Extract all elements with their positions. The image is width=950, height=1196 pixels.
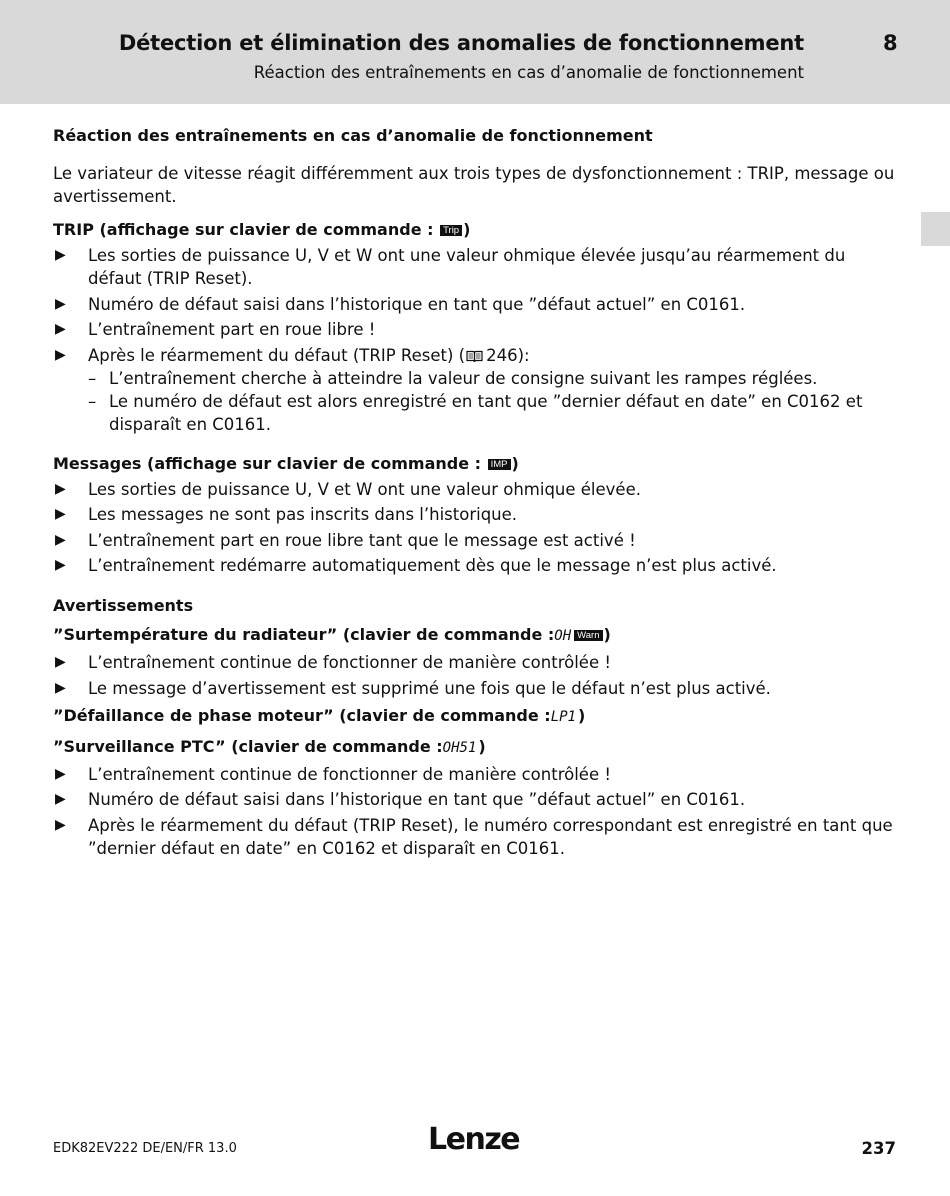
phase-heading: ”Défaillance de phase moteur” (clavier de commande :LP1 ) xyxy=(53,705,586,725)
list-item: ▶ Le message d’avertissement est supprimé une fois que le défaut n’est plus activé. xyxy=(55,678,771,698)
page-reference[interactable]: 246 xyxy=(486,345,518,365)
bullet-triangle-icon: ▶ xyxy=(55,506,66,522)
main-content xyxy=(53,124,903,862)
bullet-triangle-icon: ▶ xyxy=(55,765,66,782)
bullet-triangle-icon: ▶ xyxy=(55,480,66,497)
lenze-logo: Lenze xyxy=(428,1122,520,1157)
bullet-triangle-icon: ▶ xyxy=(55,679,66,696)
overtemp-list xyxy=(53,651,903,700)
book-icon xyxy=(466,350,483,363)
bullet-triangle-icon: ▶ xyxy=(55,654,66,670)
sublist-item: – L’entraînement cherche à atteindre la valeur de consigne suivant les rampes réglées. xyxy=(88,368,818,388)
list-item: ▶ Après le réarmement du défaut (TRIP Reset) ( 246): – L’entraînement cherche à atteindre la valeur de consigne suivant les rampes réglées. – Le numéro de défaut est alors enregistré en tant que ”dernier défaut en date” en C0162 et disparaît en C0161. xyxy=(53,344,903,436)
messages-list xyxy=(53,478,903,578)
page-header xyxy=(0,0,950,104)
bullet-triangle-icon: ▶ xyxy=(55,816,66,833)
bullet-triangle-icon: ▶ xyxy=(55,247,66,263)
overtemp-heading: ”Surtempérature du radiateur” (clavier de commande :OH Warn ) xyxy=(53,625,611,644)
list-item: ▶ L’entraînement continue de fonctionner de manière contrôlée ! xyxy=(55,764,611,784)
list-item: ▶ Les messages ne sont pas inscrits dans l’historique. xyxy=(55,505,518,524)
warnings-heading: Avertissements xyxy=(53,596,194,615)
list-item: ▶ L’entraînement part en roue libre tant que le message est activé ! xyxy=(55,530,636,550)
imp-key-display: IMP xyxy=(488,459,511,470)
list-item: ▶ L’entraînement continue de fonctionner de manière contrôlée ! xyxy=(55,653,611,672)
warn-key-display: Warn xyxy=(574,630,602,641)
phase-code: LP1 xyxy=(550,708,576,725)
trip-key-display: Trip xyxy=(440,225,462,236)
bullet-triangle-icon: ▶ xyxy=(55,346,66,363)
section-title: Réaction des entraînements en cas d’anomalie de fonctionnement xyxy=(53,126,653,145)
intro-paragraph: Le variateur de vitesse réagit différemment aux trois types de dysfonctionnement : TRIP, message ou avertissement. xyxy=(53,164,895,206)
list-item: ▶ L’entraînement part en roue libre ! xyxy=(55,320,376,339)
list-item: ▶ Les sorties de puissance U, V et W ont une valeur ohmique élevée. xyxy=(55,479,641,499)
chapter-side-tab xyxy=(921,212,950,246)
list-item: ▶ Les sorties de puissance U, V et W ont une valeur ohmique élevée jusqu’au réarmement du défaut (TRIP Reset). xyxy=(55,246,846,288)
list-item: ▶ Après le réarmement du défaut (TRIP Reset), le numéro correspondant est enregistré en tant que ”dernier défaut en date” en C0162 et disparaît en C0161. xyxy=(55,815,893,858)
chapter-number: 8 xyxy=(883,31,898,55)
trip-heading: TRIP (affichage sur clavier de commande : Trip ) xyxy=(53,220,471,239)
list-item: ▶ L’entraînement redémarre automatiquement dès que le message n’est plus activé. xyxy=(55,556,777,575)
reset-sublist xyxy=(88,367,903,436)
list-item: ▶ Numéro de défaut saisi dans l’historique en tant que ”défaut actuel” en C0161. xyxy=(55,790,746,809)
document-id: EDK82EV222 DE/EN/FR 13.0 xyxy=(53,1141,237,1156)
ptc-heading: ”Surveillance PTC” (clavier de commande :OH51 ) xyxy=(53,736,486,756)
bullet-triangle-icon: ▶ xyxy=(55,531,66,548)
page-number: 237 xyxy=(861,1139,896,1158)
bullet-triangle-icon: ▶ xyxy=(55,295,66,312)
chapter-subtitle: Réaction des entraînements en cas d’anomalie de fonctionnement xyxy=(253,63,804,82)
messages-heading: Messages (affichage sur clavier de commande : IMP ) xyxy=(53,453,519,473)
ptc-code: OH51 xyxy=(442,739,477,756)
sublist-item: – Le numéro de défaut est alors enregistré en tant que ”dernier défaut en date” en C0162 et disparaît en C0161. xyxy=(88,391,863,434)
bullet-triangle-icon: ▶ xyxy=(55,791,66,807)
trip-list xyxy=(53,244,903,436)
list-item: ▶ Numéro de défaut saisi dans l’historique en tant que ”défaut actuel” en C0161. xyxy=(55,294,746,314)
chapter-title: Détection et élimination des anomalies de fonctionnement xyxy=(118,31,804,55)
bullet-triangle-icon: ▶ xyxy=(55,321,66,337)
overtemp-code: OH xyxy=(554,628,572,644)
bullet-triangle-icon: ▶ xyxy=(55,557,66,573)
ptc-list xyxy=(53,763,903,860)
